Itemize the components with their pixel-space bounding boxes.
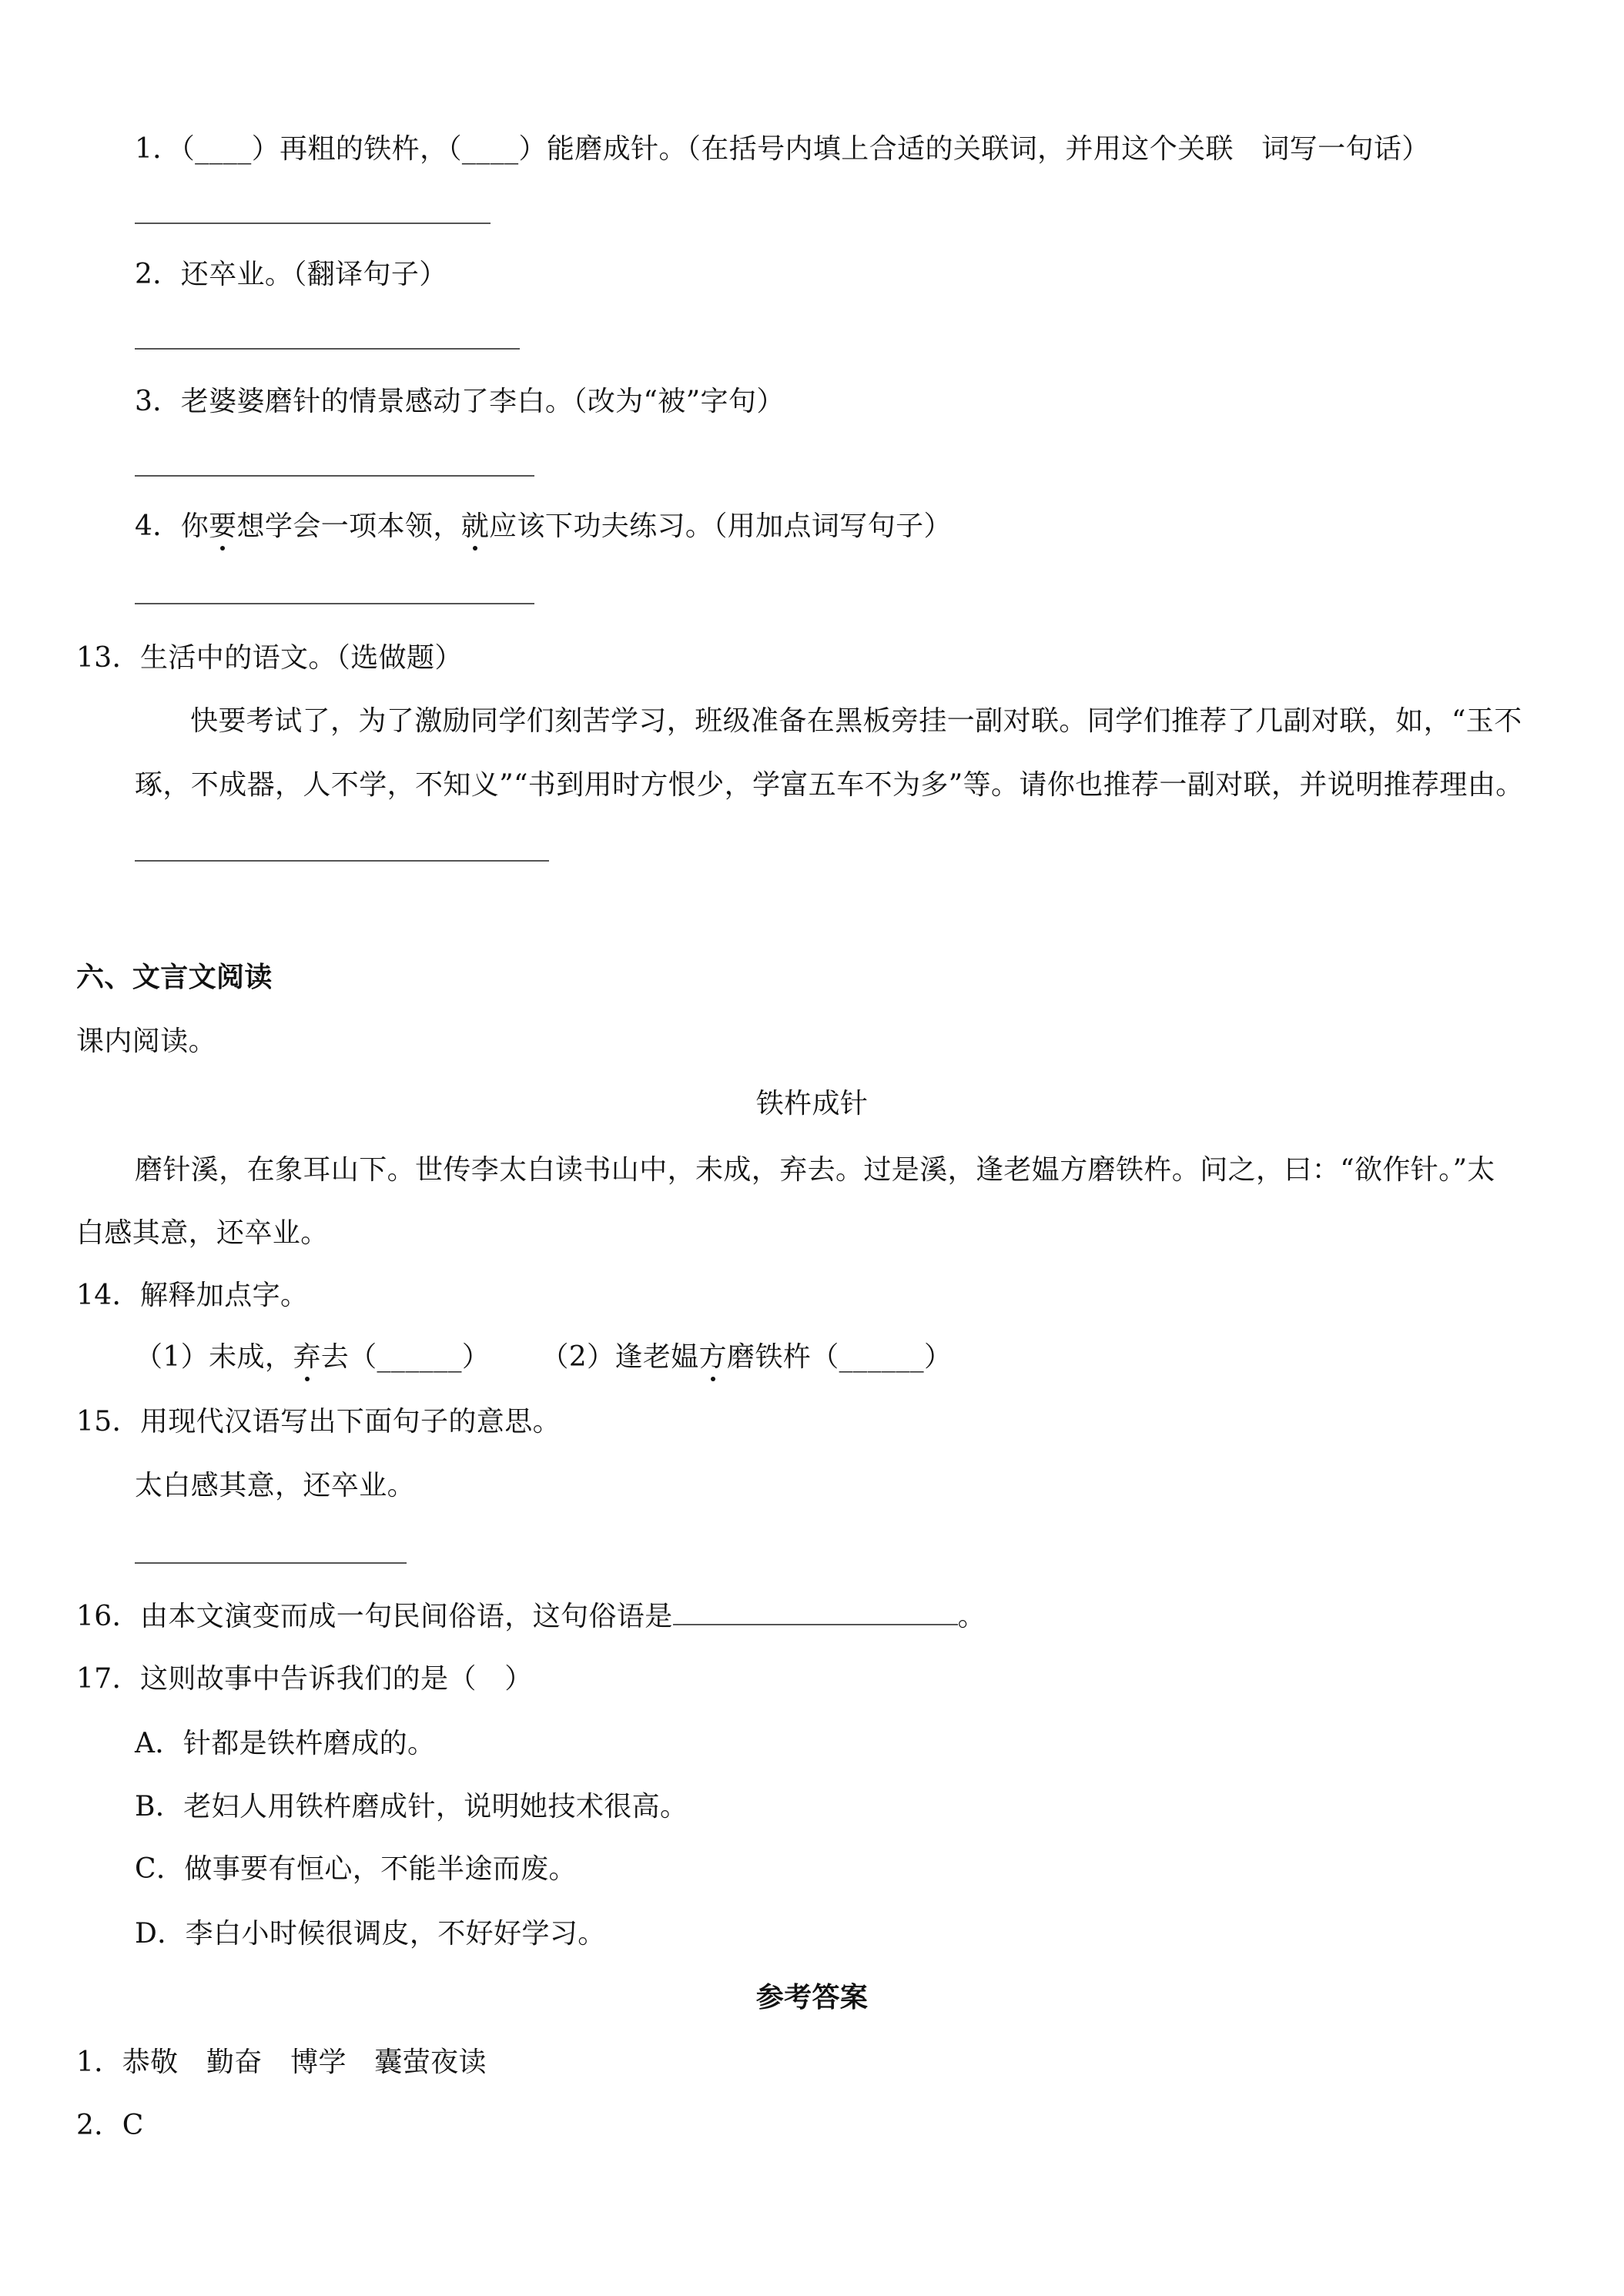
- answer-line-2: [135, 348, 520, 350]
- question-2-text: 2．还卒业。（翻译句子）: [135, 259, 447, 290]
- emphasized-char-yao: 要: [209, 508, 236, 545]
- option-a: A．针都是铁杵磨成的。: [135, 1728, 436, 1759]
- question-14-item-2-tail: 磨铁杵（______）: [727, 1341, 953, 1373]
- answers-heading: 参考答案: [755, 1981, 869, 2013]
- question-15-sentence: 太白感其意，还卒业。: [135, 1470, 416, 1501]
- option-c: C．做事要有恒心，不能半途而废。: [135, 1853, 577, 1885]
- emphasized-char-qi: 弃: [293, 1339, 320, 1376]
- question-14-items: [135, 1339, 952, 1376]
- section-heading: 六、文言文阅读: [76, 961, 273, 993]
- passage-title: 铁杵成针: [755, 1088, 869, 1120]
- question-3-text: 3．老婆婆磨针的情景感动了李白。（改为“被”字句）: [135, 386, 785, 417]
- answer-line-3: [135, 475, 534, 477]
- question-15-prompt: 15．用现代汉语写出下面句子的意思。: [76, 1406, 561, 1438]
- question-4-lead: 4．你: [135, 510, 209, 542]
- answer-item-1: 1．恭敬 勤奋 博学 囊萤夜读: [76, 2047, 487, 2078]
- option-d: D．李白小时候很调皮，不好好学习。: [135, 1918, 606, 1950]
- question-14-item-1-tail: 去（______）: [320, 1341, 491, 1373]
- question-13-paragraph-line-2: 琢，不成器，人不学，不知义”“书到用时方恨少，学富五车不为多”等。请你也推荐一副对联，并说明推荐理由。: [135, 769, 1524, 801]
- emphasized-char-fang: 方: [699, 1339, 727, 1376]
- question-14-item-1-lead: （1）未成，: [135, 1341, 293, 1373]
- question-13-title: 13．生活中的语文。（选做题）: [76, 642, 463, 674]
- question-14-item-2-lead: （2）逢老媪: [541, 1341, 699, 1373]
- answer-item-2: 2．C: [76, 2110, 144, 2141]
- question-16-text: [76, 1598, 986, 1635]
- fill-in-blank: [673, 1601, 958, 1625]
- question-16-tail: 。: [957, 1601, 986, 1632]
- option-b: B．老妇人用铁杵磨成针，说明她技术很高。: [135, 1791, 688, 1822]
- question-13-paragraph-line-1: 快要考试了，为了激励同学们刻苦学习，班级准备在黑板旁挂一副对联。同学们推荐了几副对联，如，“玉不: [190, 705, 1522, 737]
- section-intro: 课内阅读。: [76, 1026, 217, 1057]
- question-4-mid: 想学会一项本领，: [236, 510, 461, 542]
- answer-line-15: [135, 1562, 407, 1564]
- question-14-prompt: 14．解释加点字。: [76, 1280, 309, 1311]
- answer-line-13: [135, 860, 549, 862]
- answer-line-1: [135, 223, 491, 224]
- answer-line-4: [135, 603, 534, 604]
- question-17-prompt: 17．这则故事中告诉我们的是（ ）: [76, 1663, 533, 1695]
- emphasized-char-jiu: 就: [461, 508, 489, 545]
- passage-line-1: 磨针溪，在象耳山下。世传李太白读书山中，未成，弃去。过是溪，逢老媪方磨铁杵。问之，曰：“欲作针。”太: [135, 1154, 1495, 1186]
- question-4-text: [135, 508, 952, 545]
- question-4-tail: 应该下功夫练习。（用加点词写句子）: [489, 510, 952, 542]
- passage-line-2: 白感其意，还卒业。: [76, 1217, 329, 1249]
- question-16-lead: 16．由本文演变而成一句民间俗语，这句俗语是: [76, 1601, 673, 1632]
- question-1-text: 1．（____）再粗的铁杵，（____）能磨成针。（在括号内填上合适的关联词，并用这个关联 词写一句话）: [135, 133, 1430, 165]
